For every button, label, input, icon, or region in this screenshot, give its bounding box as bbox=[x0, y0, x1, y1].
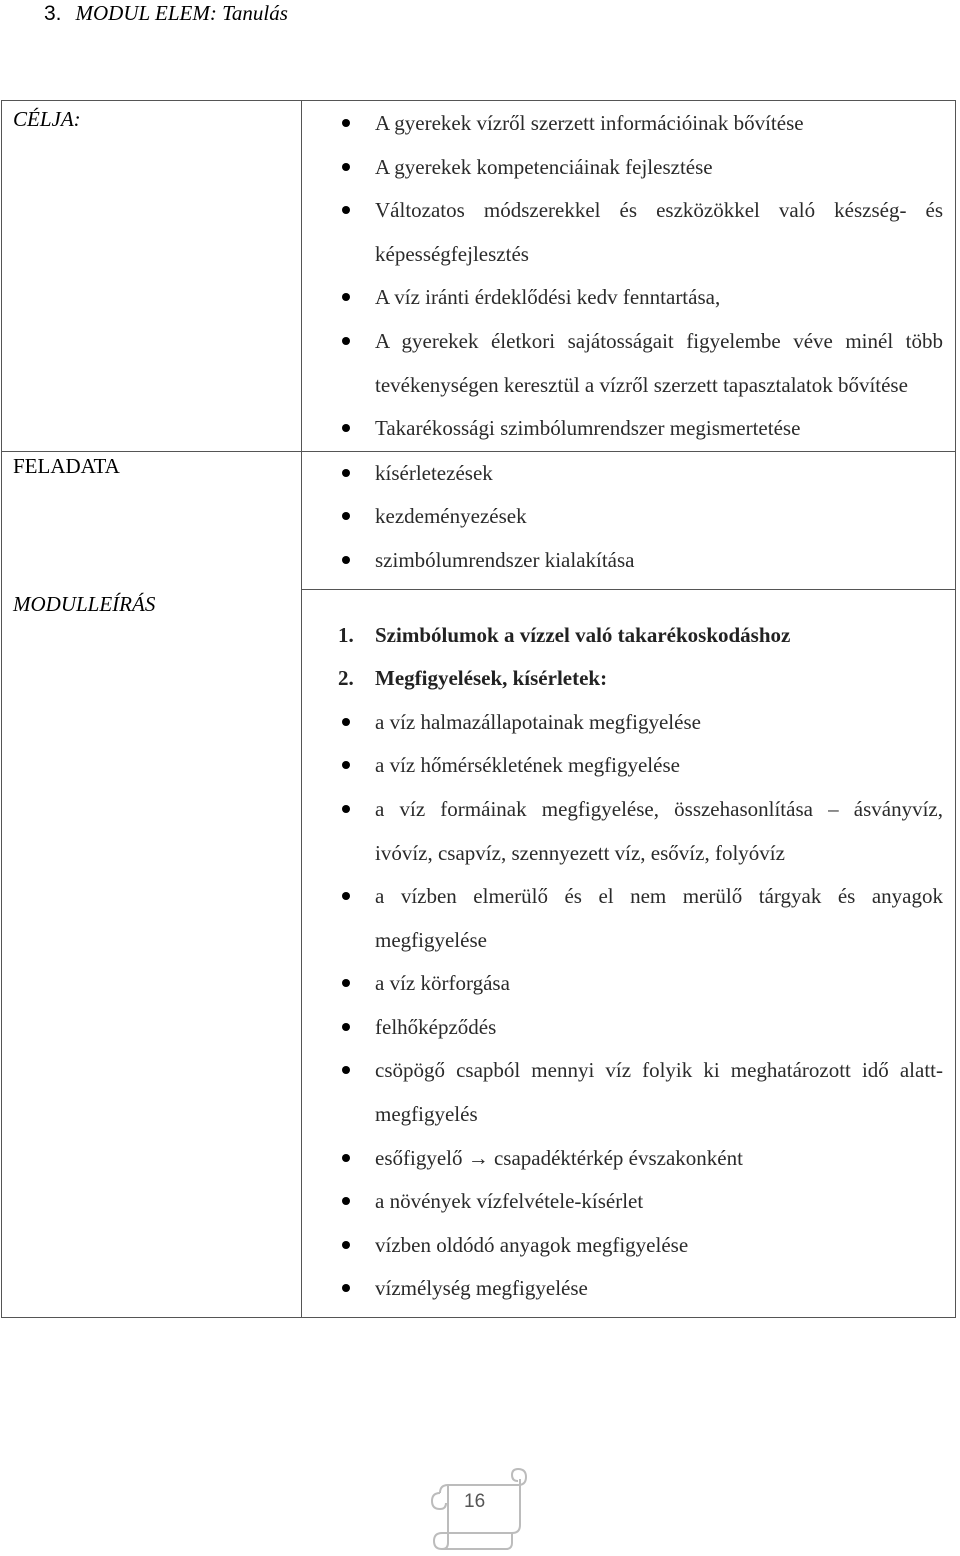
bullet-icon bbox=[342, 1197, 350, 1205]
modulleiras-content-cell bbox=[302, 589, 956, 1318]
list-item: kísérletezések bbox=[302, 452, 955, 496]
list-item: szimbólumrendszer kialakítása bbox=[302, 539, 955, 583]
celja-content-cell bbox=[302, 101, 956, 452]
feladata-content-cell bbox=[302, 451, 956, 589]
page-number: 16 bbox=[464, 1491, 486, 1512]
bullet-icon bbox=[342, 163, 350, 171]
list-item: a vízben elmerülő és el nem merülő tárgyak és anyagok megfigyelése bbox=[302, 875, 955, 962]
list-item: felhőképződés bbox=[302, 1006, 955, 1050]
list-item: a víz hőmérsékletének megfigyelése bbox=[302, 744, 955, 788]
list-item: a víz formáinak megfigyelése, összehasonlítása – ásványvíz, ivóvíz, csapvíz, szennyezett víz, esővíz, folyóvíz bbox=[302, 788, 955, 875]
bullet-icon bbox=[342, 119, 350, 127]
list-item: A víz iránti érdeklődési kedv fenntartása, bbox=[302, 276, 955, 320]
bullet-icon bbox=[342, 424, 350, 432]
bullet-icon bbox=[342, 469, 350, 477]
heading-title: MODUL ELEM: Tanulás bbox=[75, 1, 288, 25]
list-item: A gyerekek vízről szerzett információinak bővítése bbox=[302, 102, 955, 146]
bullet-icon bbox=[342, 337, 350, 345]
page-number-badge bbox=[426, 1463, 536, 1551]
list-item: a víz körforgása bbox=[302, 962, 955, 1006]
list-item: a víz halmazállapotainak megfigyelése bbox=[302, 701, 955, 745]
bullet-icon bbox=[342, 1154, 350, 1162]
feladata-list bbox=[302, 452, 955, 589]
feladata-label-cell bbox=[2, 451, 302, 589]
list-item: esőfigyelő → csapadéktérkép évszakonként bbox=[302, 1137, 955, 1181]
list-item: csöpögő csapból mennyi víz folyik ki meghatározott idő alatt- megfigyelés bbox=[302, 1049, 955, 1136]
heading-number: 3. bbox=[44, 2, 62, 25]
modulleiras-label: MODULLEÍRÁS bbox=[13, 592, 156, 617]
bullet-icon bbox=[342, 761, 350, 769]
modulleiras-label-cell bbox=[2, 589, 302, 1318]
list-item: kezdeményezések bbox=[302, 495, 955, 539]
feladata-label: FELADATA bbox=[13, 453, 120, 478]
bullet-icon bbox=[342, 892, 350, 900]
bullet-icon bbox=[342, 979, 350, 987]
observation-list bbox=[302, 701, 955, 1317]
bullet-icon bbox=[342, 1066, 350, 1074]
module-table bbox=[1, 100, 956, 1318]
bullet-icon bbox=[342, 556, 350, 564]
modulleiras-row bbox=[2, 589, 956, 1318]
bullet-icon bbox=[342, 293, 350, 301]
celja-row bbox=[2, 101, 956, 452]
section-2-heading: 2. Megfigyelések, kísérletek: bbox=[338, 666, 608, 691]
bullet-icon bbox=[342, 1241, 350, 1249]
bullet-icon bbox=[342, 805, 350, 813]
feladata-row bbox=[2, 451, 956, 589]
celja-label: CÉLJA: bbox=[13, 107, 81, 131]
list-item: A gyerekek kompetenciáinak fejlesztése bbox=[302, 146, 955, 190]
bullet-icon bbox=[342, 206, 350, 214]
list-item: a növények vízfelvétele-kísérlet bbox=[302, 1180, 955, 1224]
section-1-heading: 1. Szimbólumok a vízzel való takarékoskodáshoz bbox=[338, 622, 791, 647]
list-item: A gyerekek életkori sajátosságait figyelembe véve minél több tevékenységen keresztül a vízről szerzett tapasztalatok bővítése bbox=[302, 320, 955, 407]
list-item: Takarékossági szimbólumrendszer megismertetése bbox=[302, 407, 955, 451]
bullet-icon bbox=[342, 512, 350, 520]
list-item: vízben oldódó anyagok megfigyelése bbox=[302, 1224, 955, 1268]
bullet-icon bbox=[342, 718, 350, 726]
celja-list bbox=[302, 101, 955, 451]
bullet-icon bbox=[342, 1023, 350, 1031]
list-item: vízmélység megfigyelése bbox=[302, 1267, 955, 1311]
bullet-icon bbox=[342, 1284, 350, 1292]
module-heading bbox=[44, 0, 288, 27]
list-item: Változatos módszerekkel és eszközökkel való készség- és képességfejlesztés bbox=[302, 189, 955, 276]
celja-label-cell bbox=[2, 101, 302, 452]
